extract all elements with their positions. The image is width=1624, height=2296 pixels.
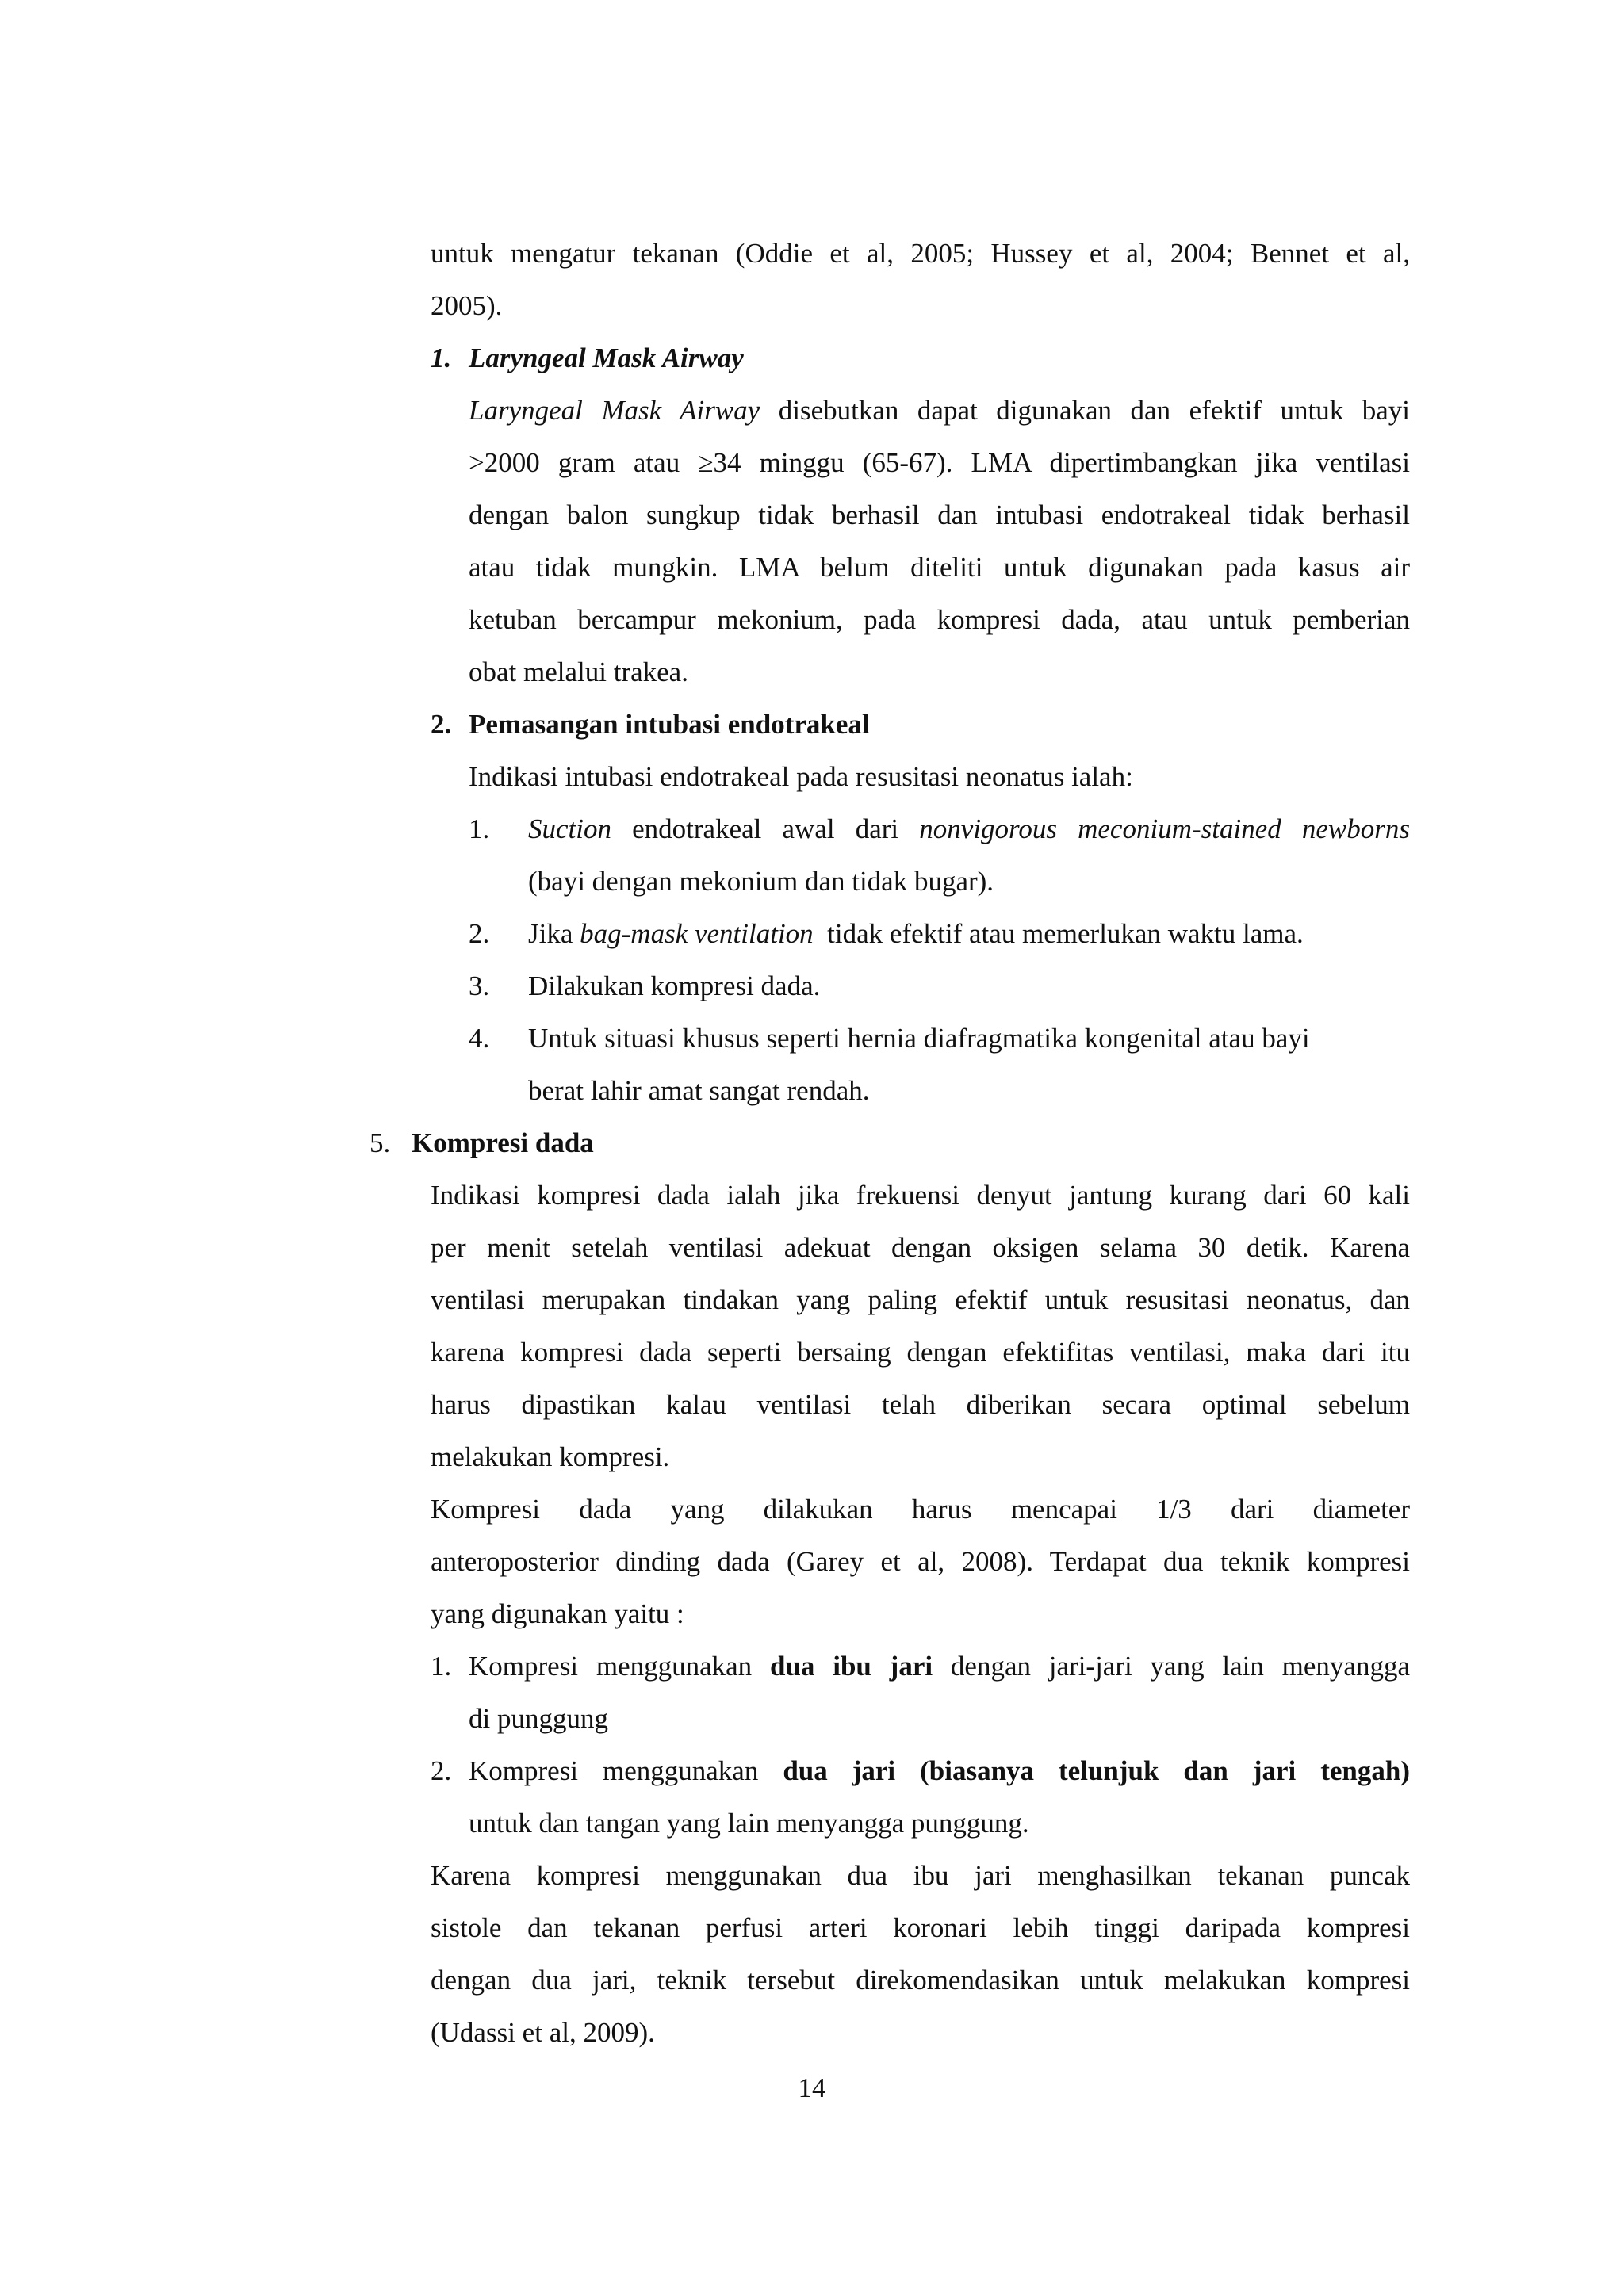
indication-2-line [528, 915, 1304, 953]
kompresi-p1-line-5: harus dipastikan kalau ventilasi telah diberikan secara optimal sebelum [431, 1389, 1410, 1420]
indication-4-line-1: Untuk situasi khusus seperti hernia diafragmatika kongenital atau bayi [528, 1023, 1310, 1054]
technique-1-start: Kompresi menggunakan [469, 1651, 770, 1682]
kompresi-p2-line-3: yang digunakan yaitu : [431, 1598, 684, 1629]
intro-line-1: untuk mengatur tekanan (Oddie et al, 2005; Hussey et al, 2004; Bennet et al, [431, 238, 1410, 269]
lma-line-1-rest: disebutkan dapat digunakan dan efektif untuk bayi [760, 395, 1410, 426]
intubasi-heading: Pemasangan intubasi endotrakeal [469, 709, 870, 740]
indication-3-number: 3. [469, 970, 490, 1001]
kompresi-number: 5. [370, 1127, 391, 1158]
meconium-term: nonvigorous meconium-stained newborns [919, 813, 1410, 844]
indication-3-line: Dilakukan kompresi dada. [528, 970, 821, 1001]
lma-line-5: ketuban bercampur mekonium, pada kompresi dada, atau untuk pemberian [469, 604, 1410, 635]
indication-4-number: 4. [469, 1023, 490, 1054]
kompresi-p3-line-2: sistole dan tekanan perfusi arteri koronari lebih tinggi daripada kompresi [431, 1912, 1410, 1943]
indication-1-line-2: (bayi dengan mekonium dan tidak bugar). [528, 866, 994, 897]
lma-line-4: atau tidak mungkin. LMA belum diteliti untuk digunakan pada kasus air [469, 552, 1410, 583]
kompresi-heading: Kompresi dada [412, 1127, 594, 1158]
indication-1-number: 1. [469, 813, 490, 844]
kompresi-p3-line-4: (Udassi et al, 2009). [431, 2017, 655, 2048]
kompresi-p3-line-1: Karena kompresi menggunakan dua ibu jari menghasilkan tekanan puncak [431, 1860, 1410, 1891]
kompresi-p2-line-1: Kompresi dada yang dilakukan harus mencapai 1/3 dari diameter [431, 1494, 1410, 1525]
lma-line-1 [469, 392, 1410, 430]
intubasi-number: 2. [431, 709, 452, 740]
technique-1-rest: dengan jari-jari yang lain menyangga [933, 1651, 1410, 1682]
technique-1-emphasis: dua ibu jari [769, 1651, 933, 1682]
lma-line-3: dengan balon sungkup tidak berhasil dan intubasi endotrakeal tidak berhasil [469, 499, 1410, 530]
indication-4-line-2: berat lahir amat sangat rendah. [528, 1075, 870, 1106]
technique-1-number: 1. [431, 1651, 452, 1682]
kompresi-p1-line-2: per menit setelah ventilasi adekuat dengan oksigen selama 30 detik. Karena [431, 1232, 1410, 1263]
intro-line-2: 2005). [431, 290, 503, 321]
indication-2-rest: tidak efektif atau memerlukan waktu lama. [813, 918, 1304, 949]
lma-line-2: >2000 gram atau ≥34 minggu (65-67). LMA dipertimbangkan jika ventilasi [469, 447, 1410, 478]
lma-number: 1. [431, 342, 452, 373]
indication-2-start: Jika [528, 918, 580, 949]
intubasi-intro: Indikasi intubasi endotrakeal pada resusitasi neonatus ialah: [469, 761, 1133, 792]
technique-1-line-1 [469, 1647, 1410, 1686]
indication-1-mid: endotrakeal awal dari [611, 813, 920, 844]
lma-heading: Laryngeal Mask Airway [469, 342, 744, 373]
lma-term: Laryngeal Mask Airway [469, 395, 760, 426]
lma-line-6: obat melalui trakea. [469, 656, 688, 687]
suction-term: Suction [528, 813, 611, 844]
kompresi-p1-line-1: Indikasi kompresi dada ialah jika frekuensi denyut jantung kurang dari 60 kali [431, 1180, 1410, 1211]
technique-2-number: 2. [431, 1755, 452, 1786]
bag-mask-term: bag-mask ventilation [580, 918, 814, 949]
technique-2-emphasis: dua jari (biasanya telunjuk dan jari tengah) [783, 1755, 1410, 1786]
kompresi-p3-line-3: dengan dua jari, teknik tersebut direkomendasikan untuk melakukan kompresi [431, 1965, 1410, 1996]
page-number: 14 [798, 2072, 826, 2103]
kompresi-p1-line-6: melakukan kompresi. [431, 1441, 670, 1472]
kompresi-p1-line-3: ventilasi merupakan tindakan yang paling efektif untuk resusitasi neonatus, dan [431, 1284, 1410, 1315]
technique-2-line-2: untuk dan tangan yang lain menyangga punggung. [469, 1808, 1029, 1839]
kompresi-p1-line-4: karena kompresi dada seperti bersaing dengan efektifitas ventilasi, maka dari itu [431, 1337, 1410, 1368]
technique-2-start: Kompresi menggunakan [469, 1755, 783, 1786]
kompresi-p2-line-2: anteroposterior dinding dada (Garey et al, 2008). Terdapat dua teknik kompresi [431, 1546, 1410, 1577]
indication-2-number: 2. [469, 918, 490, 949]
technique-2-line-1 [469, 1752, 1410, 1790]
indication-1-line-1 [528, 810, 1410, 848]
technique-1-line-2: di punggung [469, 1703, 608, 1734]
